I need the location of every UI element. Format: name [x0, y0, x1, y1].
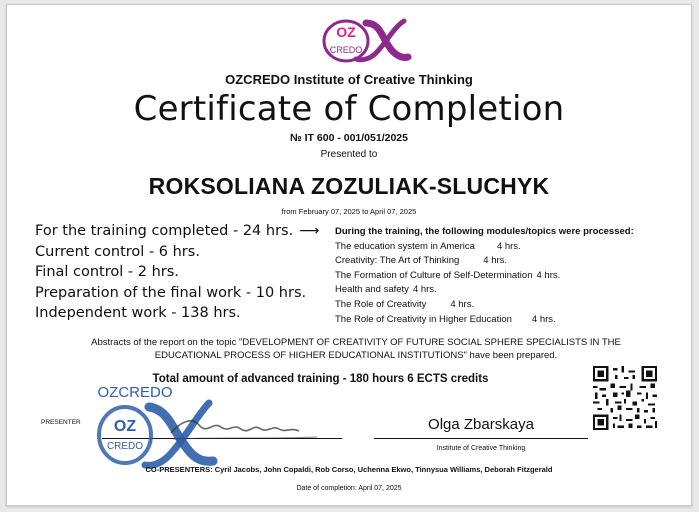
- co-presenters: CO-PRESENTERS: Cyril Jacobs, John Copaldi, Rob Corso, Uchenna Ekwo, Tinnysua Williams, Deborah Fitzgerald: [145, 465, 553, 474]
- qr-code: [593, 366, 657, 430]
- total-training: Total amount of advanced training - 180 hours 6 ECTS credits: [152, 373, 489, 385]
- svg-text:OZ: OZ: [113, 418, 137, 435]
- arrow-right-icon: ⟶: [299, 223, 320, 239]
- list-item: Final control - 2 hrs.: [35, 264, 179, 280]
- hours-list: [35, 221, 319, 324]
- ozcredo-logo: [316, 13, 412, 65]
- ozcredo-stamp-icon: [81, 377, 321, 477]
- presented-to-label: Presented to: [320, 149, 378, 160]
- list-item: Current control - 6 hrs.: [35, 243, 200, 260]
- list-item: Independent work - 138 hrs.: [35, 305, 241, 321]
- certificate-title: Certificate of Completion: [133, 89, 565, 129]
- signer-name: Olga Zbarskaya: [428, 416, 534, 433]
- date-of-completion: Date of completion: April 07, 2025: [296, 485, 402, 492]
- svg-text:OZ: OZ: [336, 24, 356, 40]
- signer-institute: Institute of Creative Thinking: [436, 445, 526, 452]
- list-item: The Role of Creativity in Higher Education 4 hrs.: [335, 313, 556, 325]
- signature-line-right: [374, 438, 588, 439]
- list-item: The Formation of Culture of Self-Determination 4 hrs.: [335, 269, 561, 281]
- modules-list: [335, 225, 634, 327]
- list-item: The education system in America 4 hrs.: [335, 240, 521, 252]
- presenter-label: PRESENTER: [41, 419, 81, 426]
- list-item: Creativity: The Art of Thinking 4 hrs.: [335, 255, 508, 267]
- svg-text:CREDO: CREDO: [329, 45, 363, 55]
- list-item: Preparation of the final work - 10 hrs.: [35, 284, 307, 301]
- list-item: Health and safety 4 hrs.: [335, 284, 437, 296]
- list-item: For the training completed - 24 hrs. ⟶: [35, 221, 319, 242]
- certificate-number: № IT 600 - 001/051/2025: [290, 132, 408, 144]
- institute-name: OZCREDO Institute of Creative Thinking: [225, 72, 473, 87]
- training-dates: from February 07, 2025 to April 07, 2025: [281, 207, 417, 216]
- modules-header: During the training, the following modules/topics were processed:: [335, 226, 634, 237]
- svg-text:OZCREDO: OZCREDO: [97, 384, 173, 401]
- certificate-document: [6, 4, 692, 506]
- svg-text:CREDO: CREDO: [106, 441, 144, 452]
- abstract-statement: Abstracts of the report on the topic "DEVELOPMENT OF CREATIVITY OF FUTURE SOCIAL SPHERE SPECIALISTS IN THE EDUCATIONAL PROCESS OF HIGHER EDUCATIONAL INSTITUTIONS" have been prepared.: [91, 337, 621, 361]
- list-item: The Role of Creativity 4 hrs.: [335, 298, 475, 310]
- recipient-name: ROKSOLIANA ZOZULIAK-SLUCHYK: [148, 173, 550, 199]
